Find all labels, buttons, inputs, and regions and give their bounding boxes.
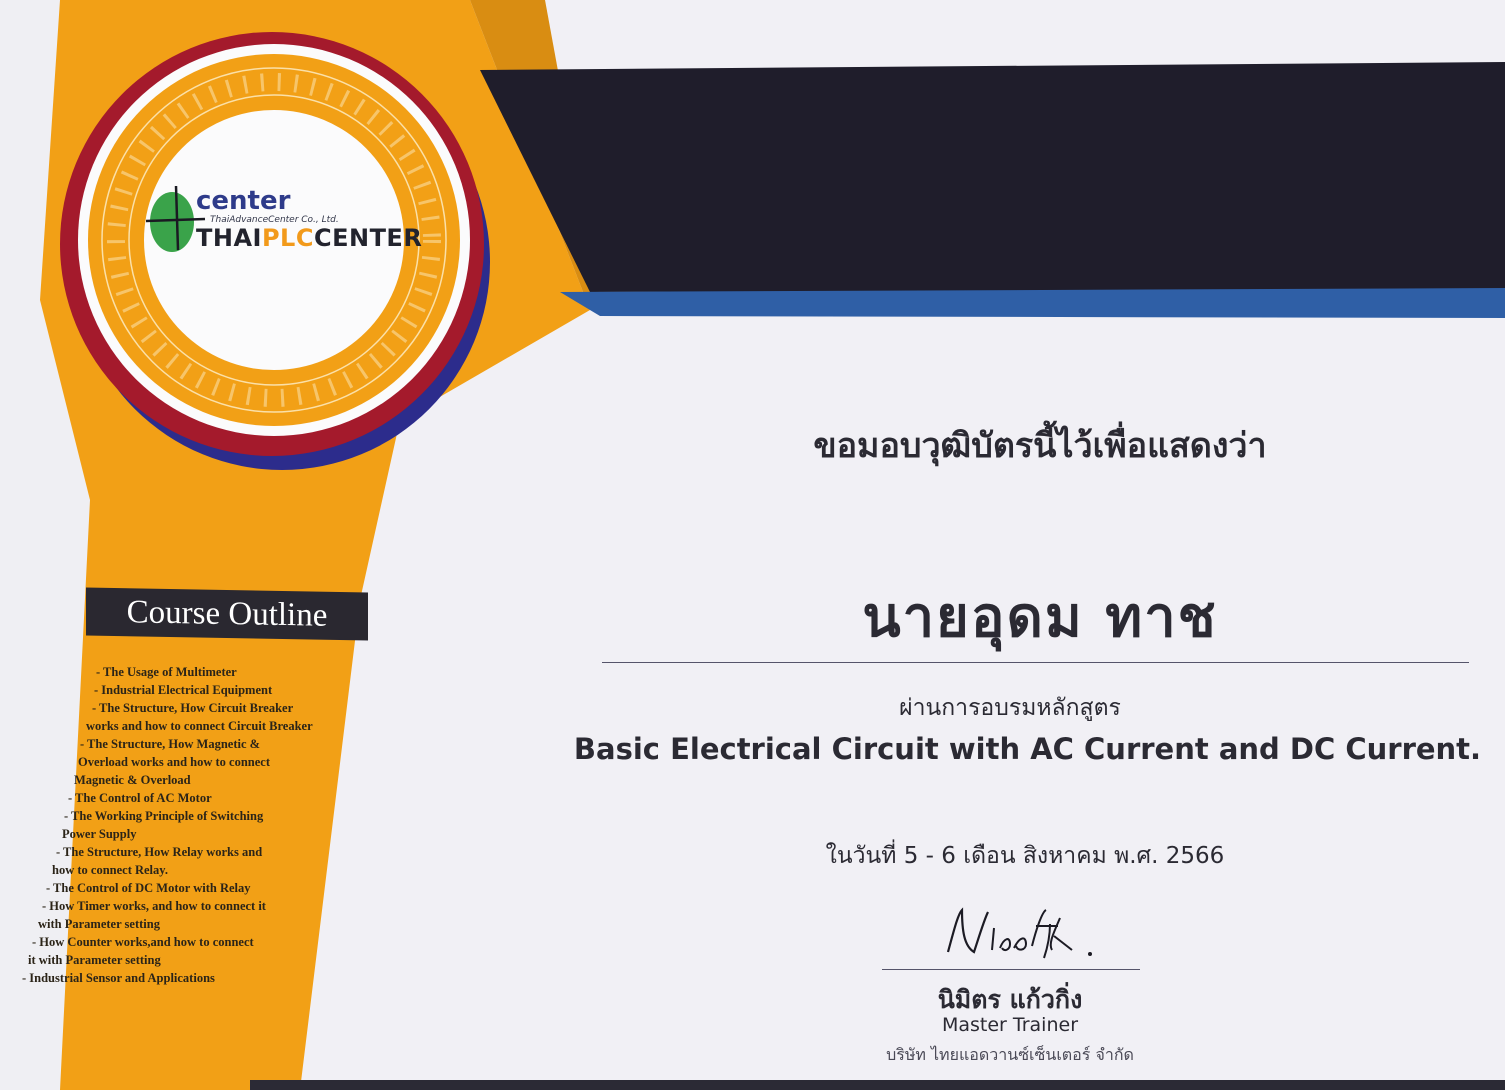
outline-item: Magnetic & Overload [74,773,191,787]
outline-item: - The Control of AC Motor [68,791,212,805]
signature-image [940,900,1110,970]
outline-item: - The Usage of Multimeter [96,665,237,679]
outline-item: - How Counter works,and how to connect [32,935,254,949]
outline-item: - Industrial Electrical Equipment [94,683,273,697]
blue-stripe [560,288,1505,318]
outline-item: - The Structure, How Magnetic & [80,737,261,751]
course-title: Basic Electrical Circuit with AC Current and DC Current. [573,732,1482,766]
outline-item: Overload works and how to connect [78,755,271,769]
outline-item: - How Timer works, and how to connect it [42,899,266,913]
passed-course-label: ผ่านการอบรมหลักสูตร [899,695,1121,721]
name-underline [602,662,1469,663]
signer-title: Master Trainer [941,1014,1078,1036]
logo-brand-thai: THAI [196,224,262,252]
outline-item: - Industrial Sensor and Applications [22,971,215,985]
logo-small-text: center [196,186,291,216]
outline-item: with Parameter setting [38,917,160,931]
course-outline-list [0,660,360,1000]
signature-line [882,969,1140,970]
certificate-heading: ขอมอบวุฒิบัตรนี้ไว้เพื่อแสดงว่า [813,426,1267,466]
logo-brand-text [196,224,422,252]
logo-brand-center: CENTER [313,224,423,252]
bottom-edge [250,1080,1505,1090]
outline-item: Power Supply [62,827,137,841]
training-date: ในวันที่ 5 - 6 เดือน สิงหาคม พ.ศ. 2566 [825,843,1225,869]
outline-item: - The Structure, How Circuit Breaker [92,701,294,715]
outline-item: works and how to connect Circuit Breaker [86,719,313,733]
outline-item: how to connect Relay. [52,863,168,877]
outline-item: - The Working Principle of Switching [64,809,264,823]
company-name: บริษัท ไทยแอดวานซ์เซ็นเตอร์ จำกัด [886,1045,1134,1064]
logo-brand-plc: PLC [261,224,314,252]
recipient-name: นายอุดม ทาช [862,585,1218,650]
outline-item: it with Parameter setting [28,953,161,967]
signer-name: นิมิตร แก้วกิ่ง [937,985,1083,1014]
dark-band [480,62,1505,292]
outline-item: - The Structure, How Relay works and [56,845,263,859]
logo-company-text: ThaiAdvanceCenter Co., Ltd. [210,215,339,225]
outline-item: - The Control of DC Motor with Relay [46,881,251,895]
course-outline-heading: Course Outline [86,588,368,641]
